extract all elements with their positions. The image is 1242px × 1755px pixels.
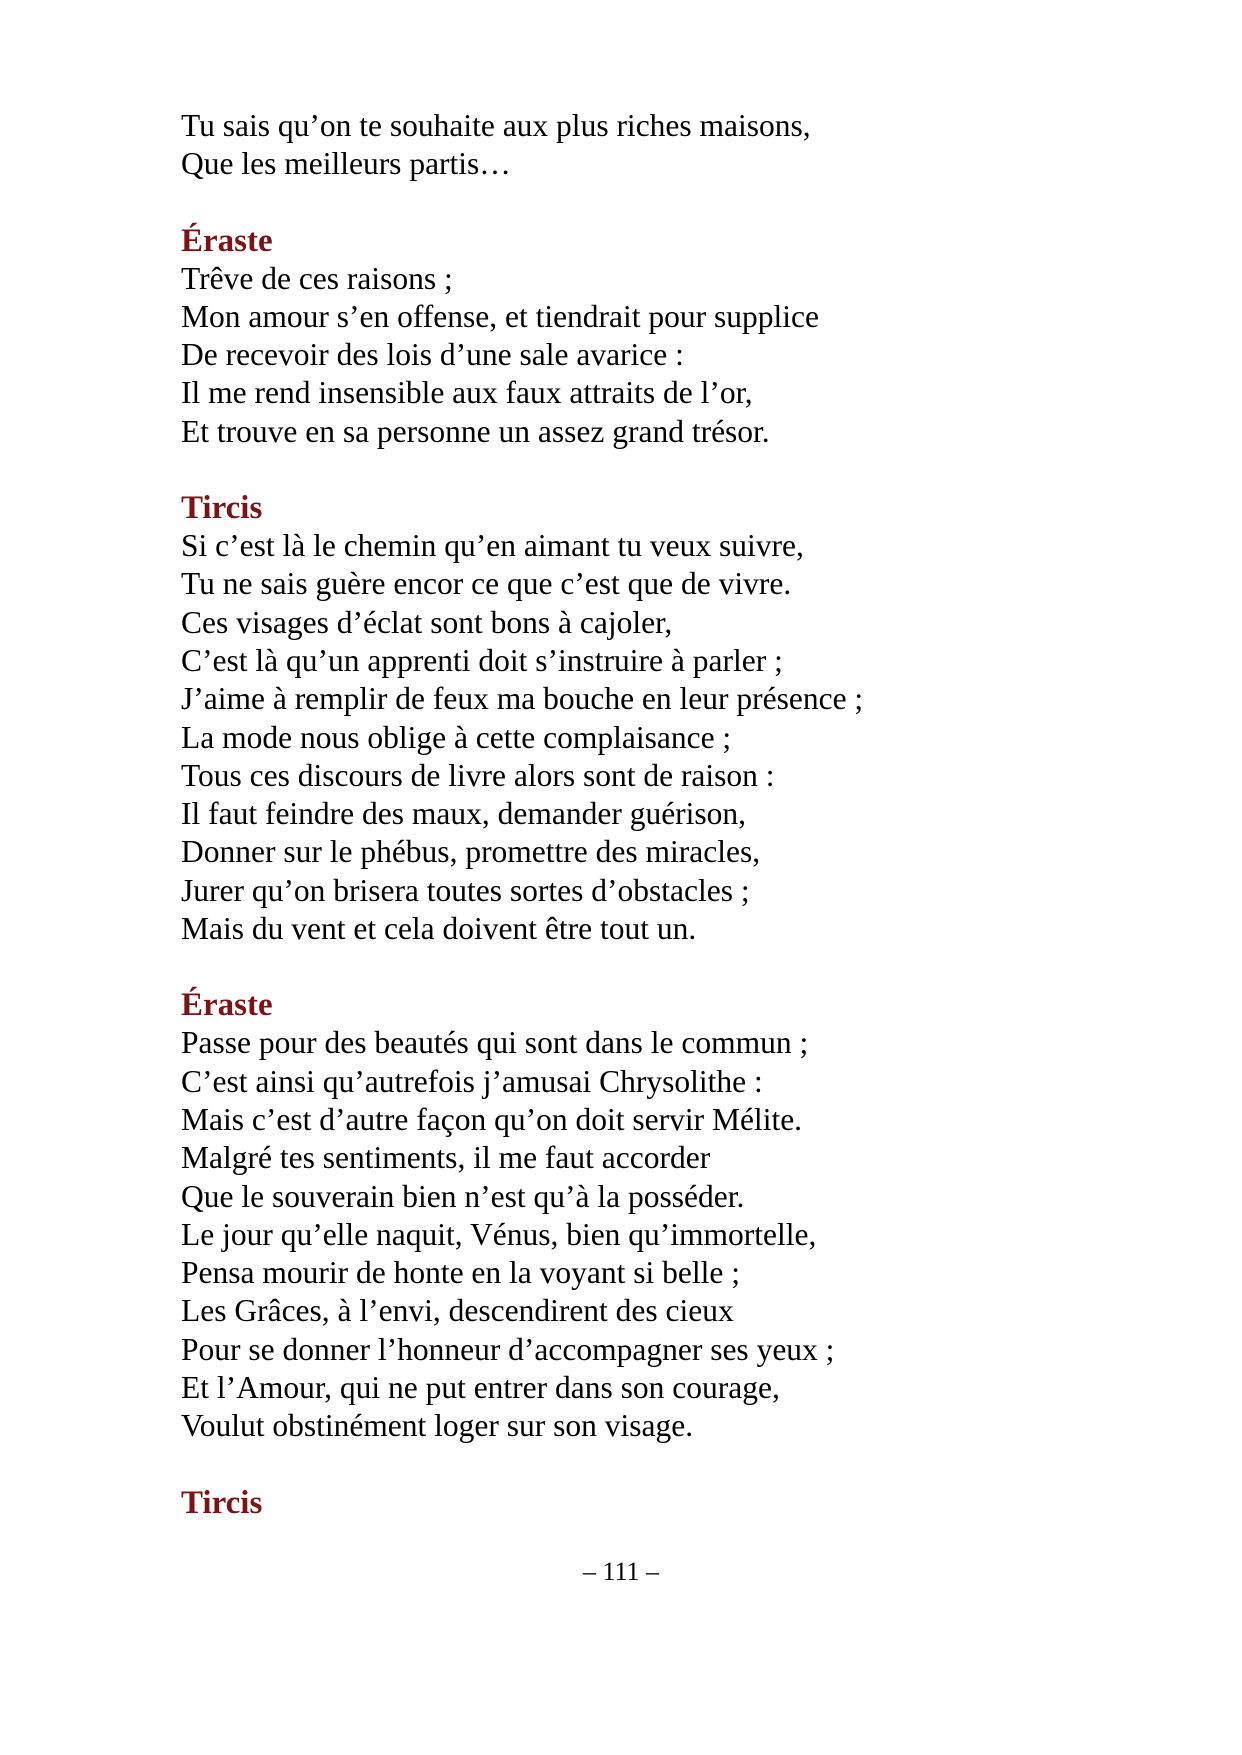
verse-line: Trêve de ces raisons ; — [181, 260, 453, 296]
verse-line: Voulut obstinément loger sur son visage. — [181, 1408, 694, 1444]
dialogue-block — [181, 222, 1081, 451]
verse-line: C’est ainsi qu’autrefois j’amusai Chrysolithe : — [181, 1063, 763, 1099]
page-number: – 111 – — [582, 1557, 660, 1586]
speaker-name: Éraste — [181, 987, 273, 1024]
speaker-name: Tircis — [181, 1484, 263, 1521]
verse-line: Jurer qu’on brisera toutes sortes d’obstacles ; — [181, 872, 750, 908]
verse-line: Pensa mourir de honte en la voyant si belle ; — [181, 1255, 740, 1291]
verse-line: Mais du vent et cela doivent être tout un. — [181, 911, 697, 947]
verse-line: Il faut feindre des maux, demander guérison, — [181, 796, 747, 832]
verse-line: Les Grâces, à l’envi, descendirent des cieux — [181, 1293, 734, 1329]
verse-line: Que le souverain bien n’est qu’à la posséder. — [181, 1178, 745, 1214]
verse-line: Si c’est là le chemin qu’en aimant tu veux suivre, — [181, 528, 804, 564]
verse-line: Que les meilleurs partis… — [181, 146, 511, 182]
verse-line: Et l’Amour, qui ne put entrer dans son courage, — [181, 1370, 780, 1406]
verse-line: Passe pour des beautés qui sont dans le commun ; — [181, 1025, 809, 1061]
verse-line: Et trouve en sa personne un assez grand trésor. — [181, 413, 770, 449]
verse-line: Tu ne sais guère encor ce que c’est que de vivre. — [181, 566, 792, 602]
verse-line: C’est là qu’un apprenti doit s’instruire à parler ; — [181, 642, 783, 678]
verse-line: J’aime à remplir de feux ma bouche en leur présence ; — [181, 681, 864, 717]
verse-line: Donner sur le phébus, promettre des miracles, — [181, 834, 761, 870]
play-text — [181, 107, 1081, 1560]
verse-line: Mon amour s’en offense, et tiendrait pour supplice — [181, 298, 819, 334]
verse-line: Il me rend insensible aux faux attraits de l’or, — [181, 375, 753, 411]
dialogue-block — [181, 986, 1081, 1445]
verse-line: Malgré tes sentiments, il me faut accorder — [181, 1140, 711, 1176]
verse-line: Tu sais qu’on te souhaite aux plus riches maisons, — [181, 108, 811, 143]
verse-line: Mais c’est d’autre façon qu’on doit servir Mélite. — [181, 1101, 803, 1137]
verse-line: Le jour qu’elle naquit, Vénus, bien qu’immortelle, — [181, 1216, 817, 1252]
verse-line: Tous ces discours de livre alors sont de raison : — [181, 757, 775, 793]
dialogue-block — [181, 1484, 1081, 1522]
dialogue-block — [181, 489, 1081, 948]
dialogue-block — [181, 107, 1081, 184]
speaker-name: Tircis — [181, 490, 263, 527]
verse-line: La mode nous oblige à cette complaisance ; — [181, 719, 732, 755]
verse-line: De recevoir des lois d’une sale avarice : — [181, 337, 684, 373]
verse-line: Ces visages d’éclat sont bons à cajoler, — [181, 604, 673, 640]
speaker-name: Éraste — [181, 222, 273, 259]
verse-line: Pour se donner l’honneur d’accompagner ses yeux ; — [181, 1331, 835, 1367]
